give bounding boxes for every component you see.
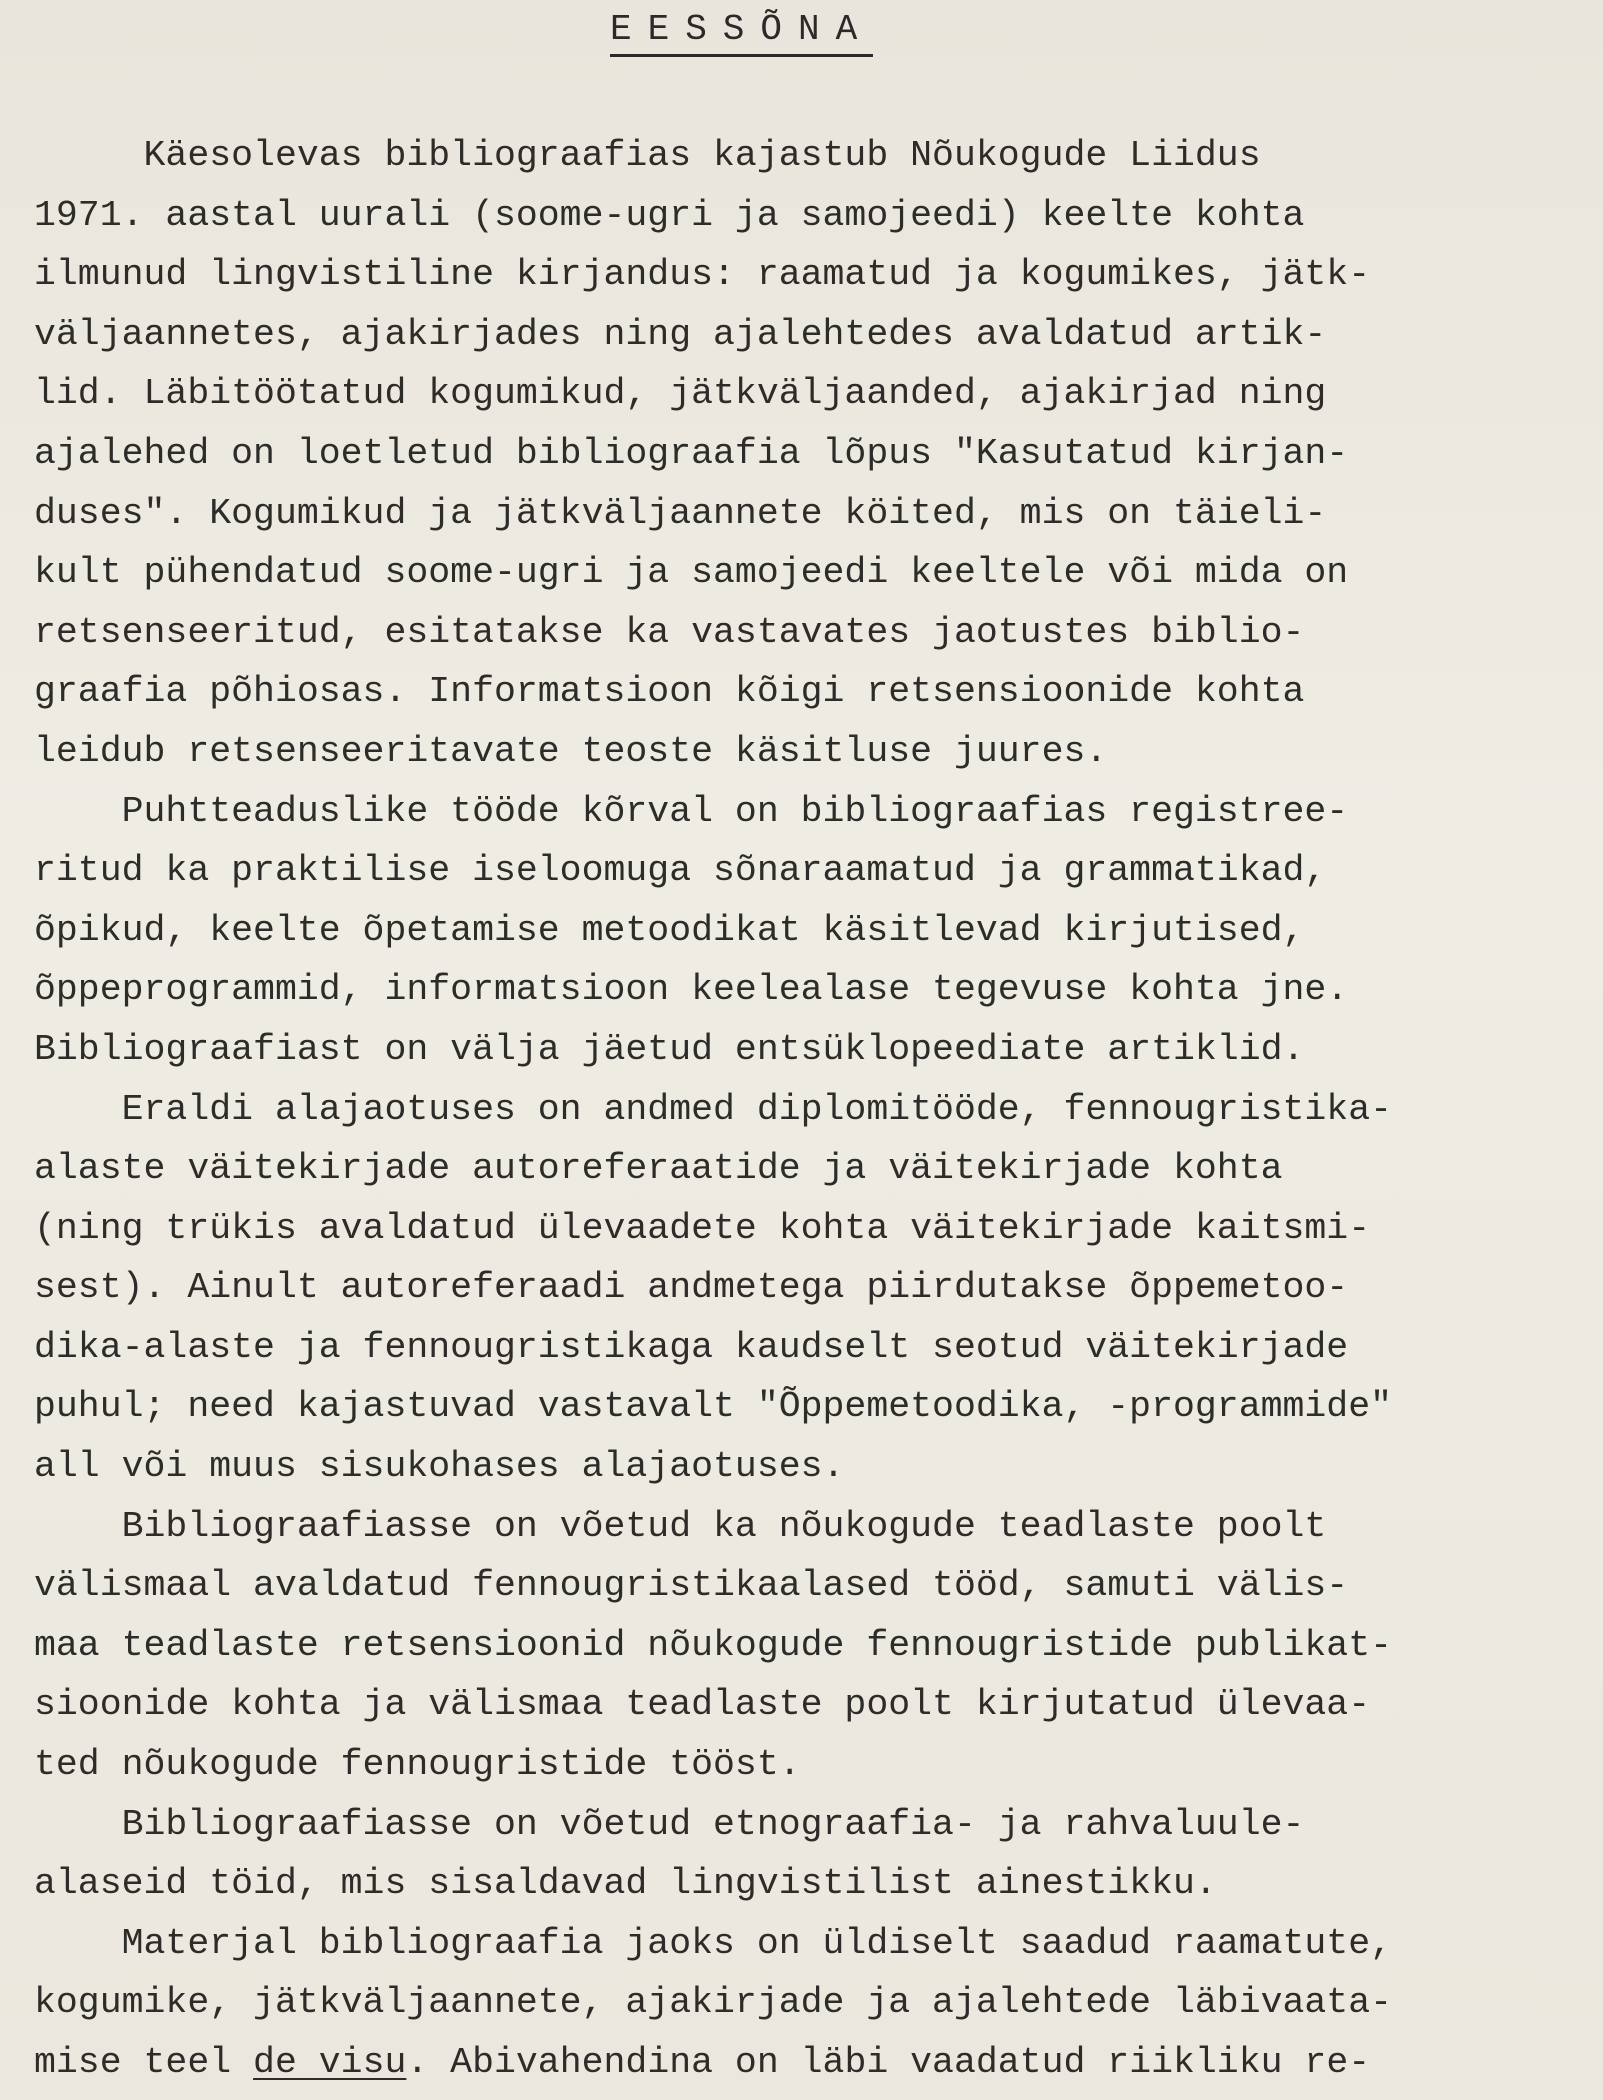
text-line: all või muus sisukohases alajaotuses. <box>34 1446 845 1488</box>
text-line: puhul; need kajastuvad vastavalt "Õppemetoodika, -programmide" <box>34 1386 1393 1428</box>
text-line: välismaal avaldatud fennougristikaalased tööd, samuti välis- <box>34 1565 1349 1607</box>
text-line: Materjal bibliograafia jaoks on üldiselt saadud raamatute, <box>34 1922 1393 1964</box>
text-line: õpikud, keelte õpetamise metoodikat käsitlevad kirjutised, <box>34 909 1305 951</box>
text-line: Bibliograafiast on välja jäetud entsüklopeediate artiklid. <box>34 1028 1305 1070</box>
underlined-term: de visu <box>253 2042 407 2083</box>
text-line: maa teadlaste retsensioonid nõukogude fennougristide publikat- <box>34 1624 1393 1666</box>
text-line: Bibliograafiasse on võetud ka nõukogude teadlaste poolt <box>34 1505 1327 1547</box>
text-line: ritud ka praktilise iseloomuga sõnaraamatud ja grammatikad, <box>34 850 1327 892</box>
text-line: retsenseeritud, esitatakse ka vastavates jaotustes biblio- <box>34 611 1305 653</box>
text-line: (ning trükis avaldatud ülevaadete kohta väitekirjade kaitsmi- <box>34 1207 1371 1249</box>
text-line: ted nõukogude fennougristide tööst. <box>34 1744 801 1786</box>
text-line: 1971. aastal uurali (soome-ugri ja samojeedi) keelte kohta <box>34 194 1305 236</box>
text-line: sioonide kohta ja välismaa teadlaste poolt kirjutatud ülevaa- <box>34 1684 1371 1726</box>
text-line: dika-alaste ja fennougristikaga kaudselt seotud väitekirjade <box>34 1326 1349 1368</box>
text-line: väljaannetes, ajakirjades ning ajalehtedes avaldatud artik- <box>34 313 1327 355</box>
text-line: Puhtteaduslike tööde kõrval on bibliograafias registree- <box>34 790 1349 832</box>
text-line: graafia põhiosas. Informatsioon kõigi retsensioonide kohta <box>34 671 1305 713</box>
text-line: ajalehed on loetletud bibliograafia lõpus "Kasutatud kirjan- <box>34 432 1349 474</box>
body-text <box>34 126 1594 2093</box>
text-line: ilmunud lingvistiline kirjandus: raamatud ja kogumikes, jätk- <box>34 254 1371 296</box>
text-line: õppeprogrammid, informatsioon keelealase tegevuse kohta jne. <box>34 969 1349 1011</box>
text-line: duses". Kogumikud ja jätkväljaannete köited, mis on täieli- <box>34 492 1327 534</box>
text-line: Eraldi alajaotuses on andmed diplomitööde, fennougristika- <box>34 1088 1393 1130</box>
text-line-last <box>34 2033 1594 2093</box>
text-line: sest). Ainult autoreferaadi andmetega piirdutakse õppemetoo- <box>34 1267 1349 1309</box>
text-line: Käesolevas bibliograafias kajastub Nõukogude Liidus <box>34 135 1261 176</box>
text-line: kogumike, jätkväljaannete, ajakirjade ja ajalehtede läbivaata- <box>34 1982 1393 2024</box>
text-fragment: . Abivahendina on läbi vaadatud riikliku re- <box>406 2042 1371 2083</box>
text-line: alaseid töid, mis sisaldavad lingvistilist ainestikku. <box>34 1863 1217 1905</box>
text-line: kult pühendatud soome-ugri ja samojeedi keeltele või mida on <box>34 552 1349 594</box>
text-line: Bibliograafiasse on võetud etnograafia- ja rahvaluule- <box>34 1803 1305 1845</box>
text-line: leidub retsenseeritavate teoste käsitluse juures. <box>34 730 1108 772</box>
text-fragment: mise teel <box>34 2042 254 2083</box>
text-line: alaste väitekirjade autoreferaatide ja väitekirjade kohta <box>34 1148 1283 1190</box>
text-line: lid. Läbitöötatud kogumikud, jätkväljaanded, ajakirjad ning <box>34 373 1327 415</box>
page-title: EESSÕNA <box>610 8 873 57</box>
